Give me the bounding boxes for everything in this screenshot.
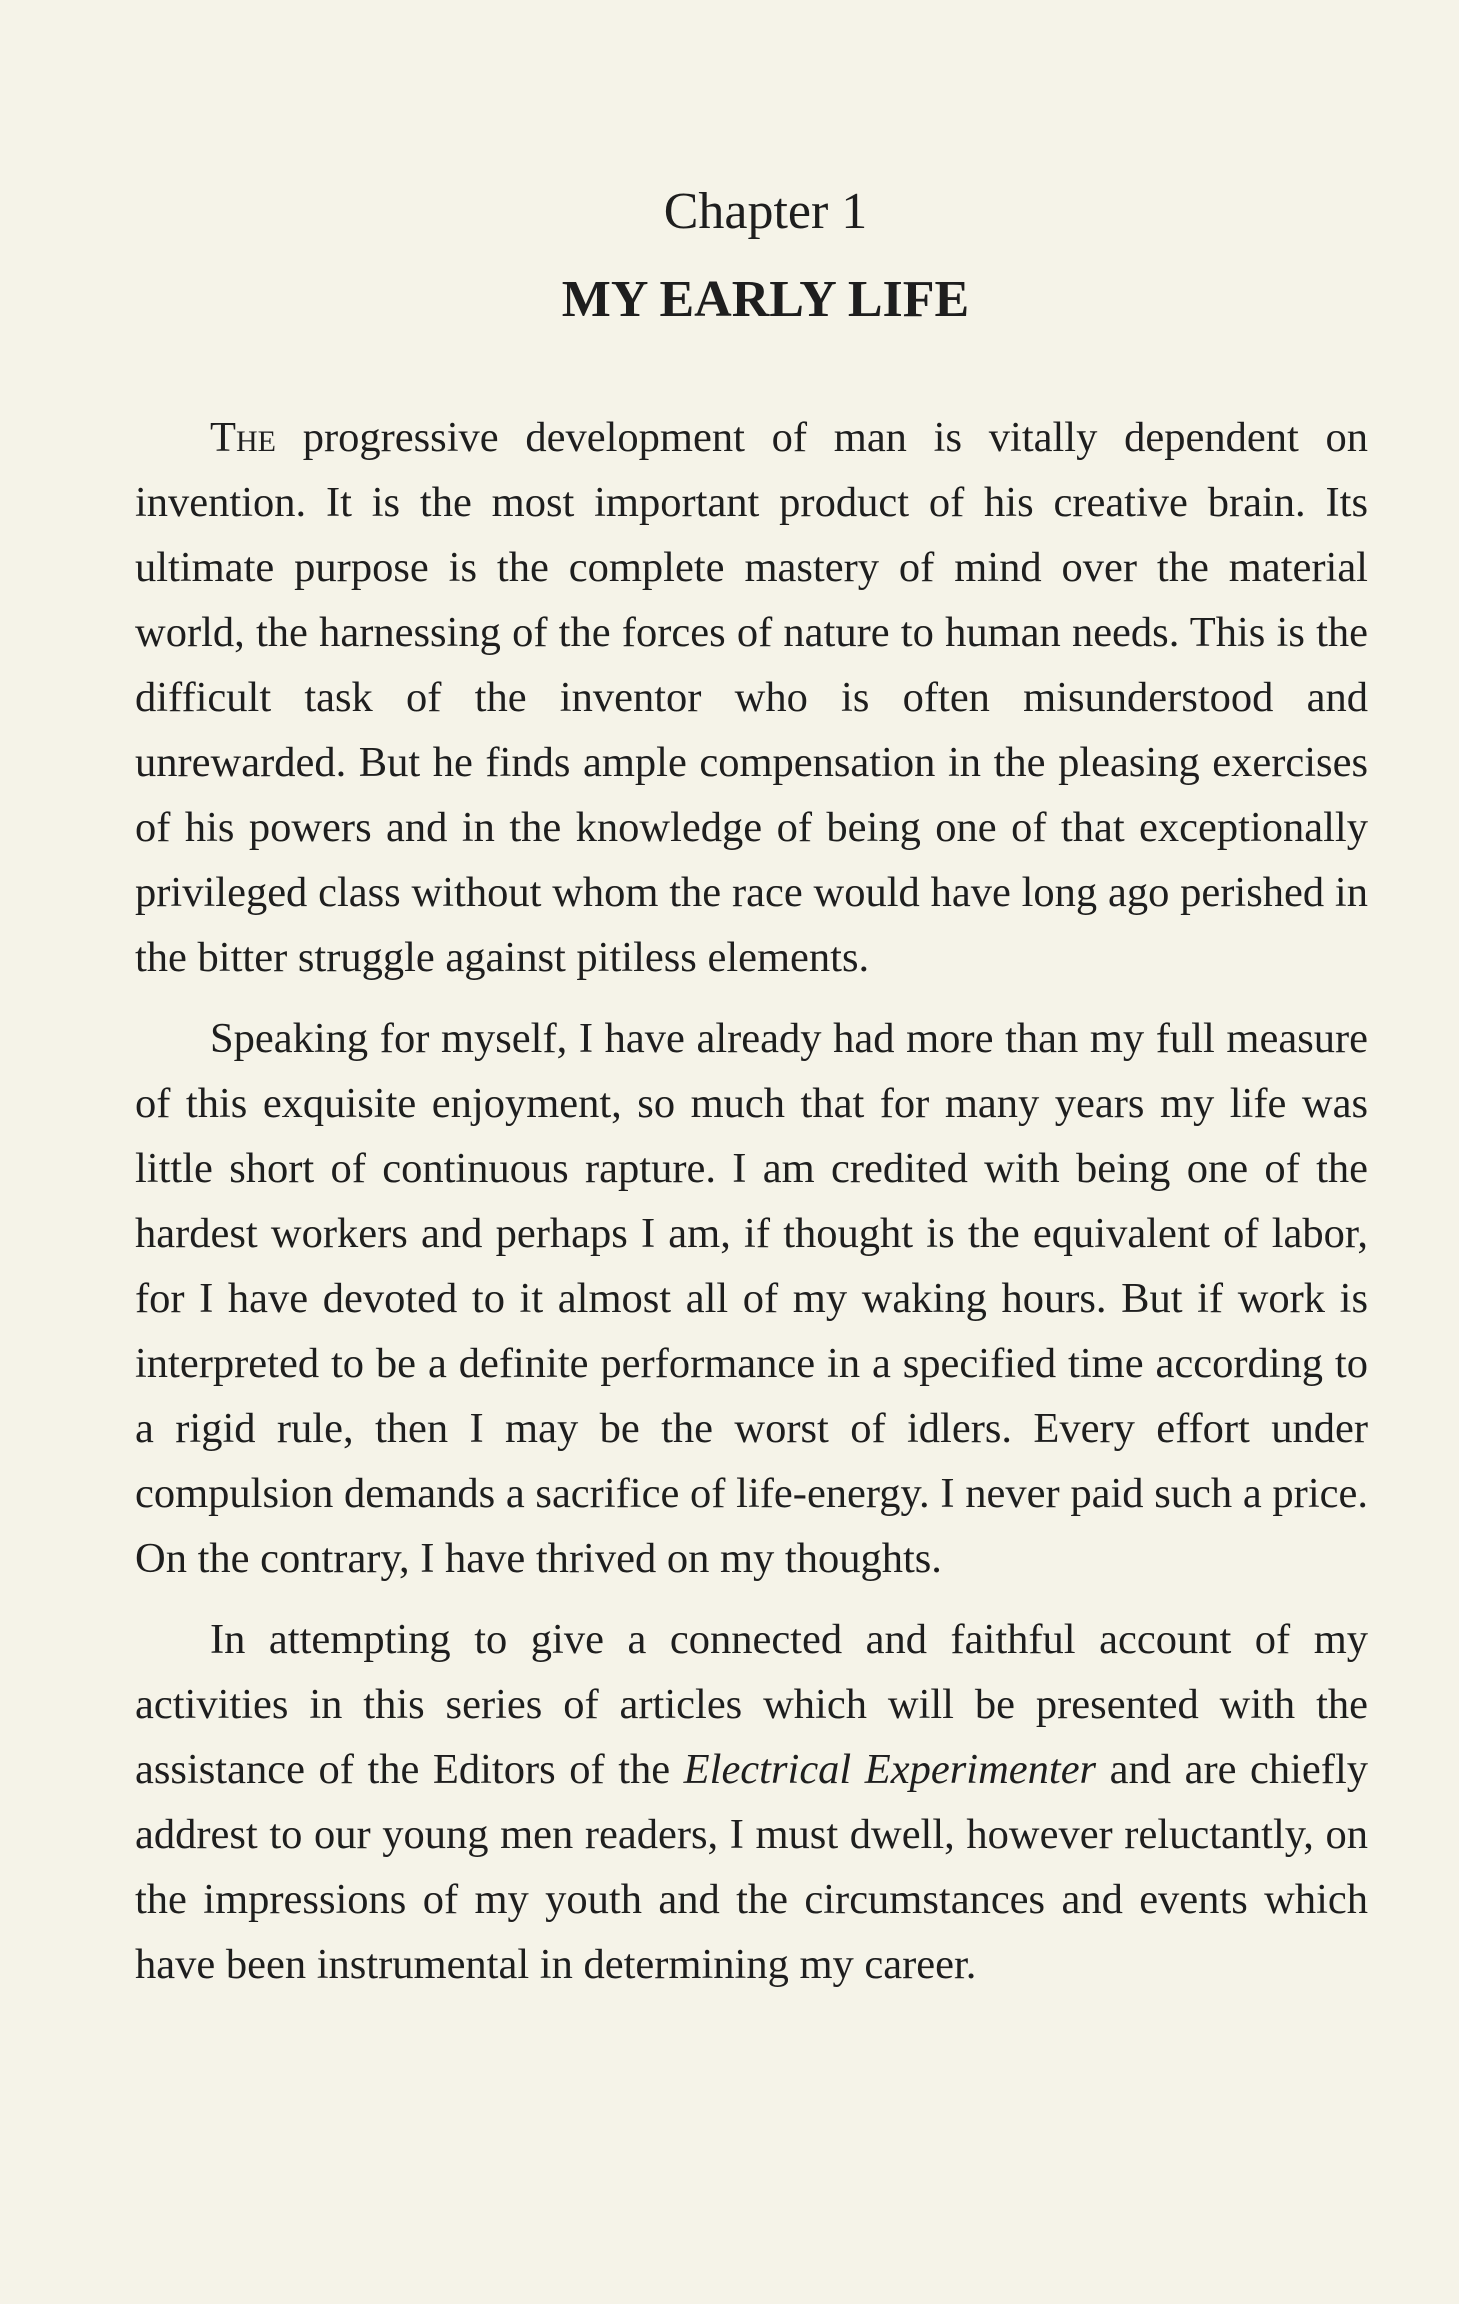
magazine-title: Electrical Experimenter — [683, 1746, 1097, 1793]
paragraph-1 — [135, 405, 1368, 990]
paragraph-3-text-before: In attempting to give a connected and faithful account of my activities in this series of articles which will be presented with the assistance of the Editors of the — [135, 1616, 1368, 1793]
paragraph-3-text-after: and are chiefly addrest to our young men readers, I must dwell, however reluctantly, on the impressions of my youth and the circumstances and events which have been instrumental in determining my career. — [135, 1746, 1369, 1988]
paragraph-1-lead-word: The — [210, 414, 276, 461]
chapter-number: Chapter 1 — [663, 183, 868, 240]
chapter-title: MY EARLY LIFE — [561, 271, 970, 328]
paragraph-2-text: Speaking for myself, I have already had more than my full measure of this exquisite enjoyment, so much that for many years my life was little short of continuous rapture. I am credited with being one of the hardest workers and perhaps I am, if thought is the equivalent of labor, for I have devoted to it almost all of my waking hours. But if work is interpreted to be a definite performance in a specified time according to a rigid rule, then I may be the worst of idlers. Every effort under compulsion demands a sacrifice of life-energy. I never paid such a price. On the contrary, I have thrived on my thoughts. — [135, 1015, 1368, 1582]
chapter-body — [135, 405, 1368, 2013]
paragraph-3 — [135, 1607, 1368, 1997]
paragraph-1-text: progressive development of man is vitally dependent on invention. It is the most important product of his creative brain. Its ultimate purpose is the complete mastery of mind over the material world, the harnessing of the forces of nature to human needs. This is the difficult task of the inventor who is often misunderstood and unrewarded. But he finds ample compensation in the pleasing exercises of his powers and in the knowledge of being one of that exceptionally privileged class without whom the race would have long ago perished in the bitter struggle against pitiless elements. — [135, 414, 1368, 981]
paragraph-2 — [135, 1006, 1368, 1591]
